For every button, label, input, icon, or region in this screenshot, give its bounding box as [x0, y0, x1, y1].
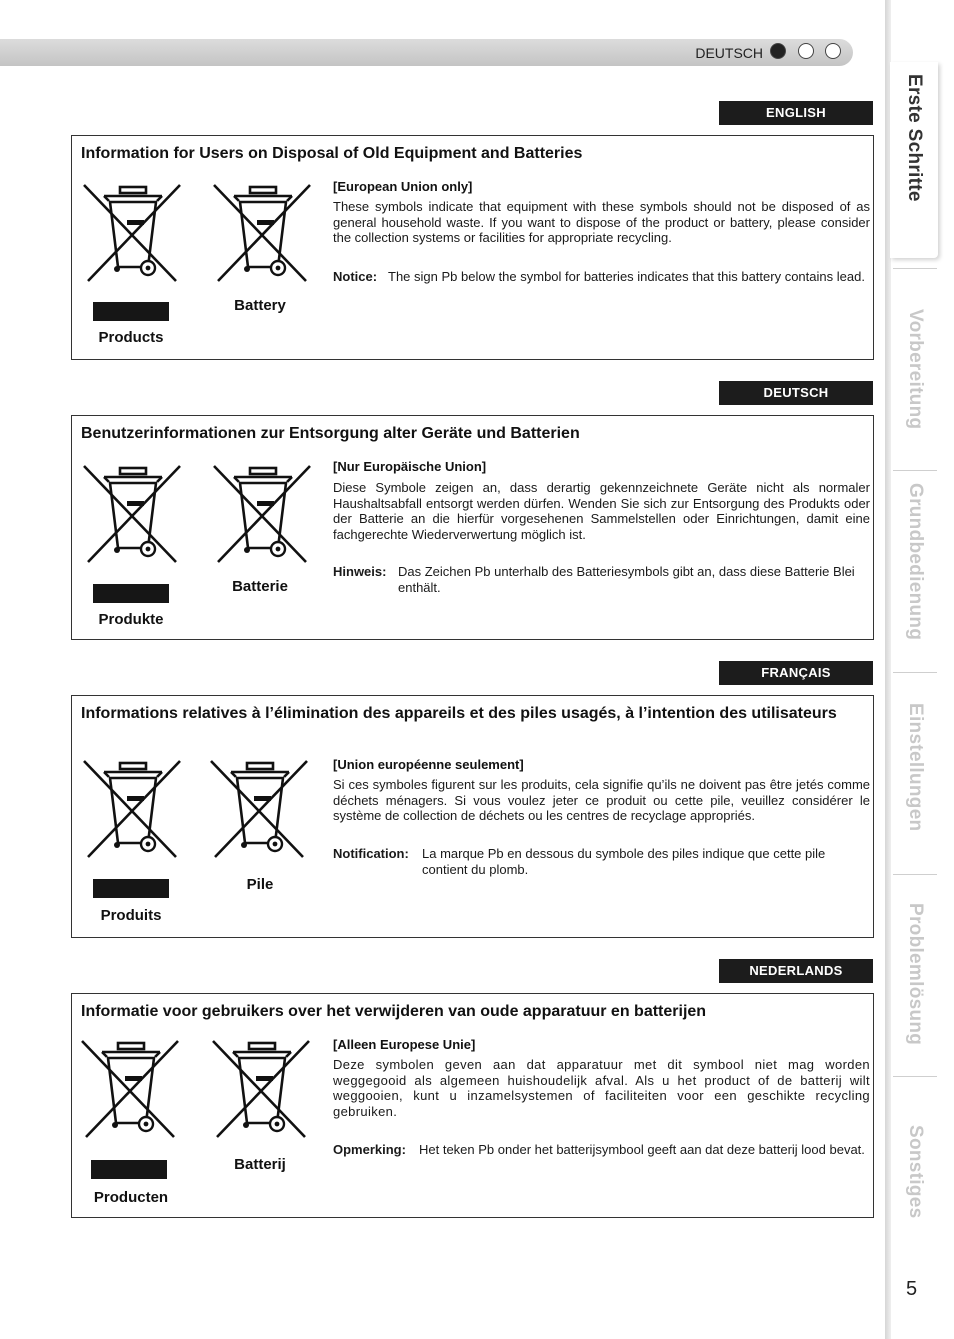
battery-label: Batterie [232, 578, 288, 595]
tab-erste-schritte[interactable] [890, 62, 938, 258]
crossed-bin-battery-icon [209, 757, 309, 861]
region-subheading: [Union européenne seulement] [333, 757, 524, 772]
crossed-bin-products-icon [82, 462, 182, 566]
tab-vorbereitung[interactable] [893, 268, 937, 464]
disposal-body-text: Diese Symbole zeigen an, dass derartig gekennzeichnete Geräte nicht als normaler Haushaltsabfall entsorgt werden dürfen. Wenden Sie sich zur Entsorgung des Produkts oder der Batterie an die hierfür vorgesehenen Sammelstellen oder Einrichtungen, damit eine fachgerechte Wiederverwertung möglich ist. [333, 480, 870, 542]
product-mark-bar [93, 302, 169, 321]
tab-einstellungen[interactable] [893, 672, 937, 868]
notice-row [333, 564, 870, 596]
tab-label: Vorbereitung [905, 309, 926, 430]
crossed-bin-battery-icon [211, 1037, 311, 1141]
disposal-info-box-nederlands [71, 993, 874, 1218]
tab-label: Sonstiges [905, 1125, 926, 1219]
notice-row [333, 846, 870, 878]
battery-label: Pile [246, 876, 274, 893]
battery-label: Battery [234, 297, 286, 314]
tab-sonstiges[interactable] [893, 1076, 937, 1272]
header-bar [0, 39, 853, 66]
notice-label: Hinweis: [333, 564, 387, 579]
disposal-info-box-english [71, 135, 874, 360]
crossed-bin-products-icon [82, 757, 182, 861]
tab-label: Grundbedienung [905, 483, 926, 641]
tab-problemloesung[interactable] [893, 874, 937, 1070]
disposal-body-text: Si ces symboles figurent sur les produits, cela signifie qu’ils ne doivent pas être jetés comme déchets ménagers. Si vous voulez jeter ce produit ou cette pile, veuillez considérer le système de collection de déchets ou les centres de recyclage appropriés. [333, 777, 870, 823]
product-mark-bar [93, 584, 169, 603]
notice-text: Das Zeichen Pb unterhalb des Batteriesymbols gibt an, dass diese Batterie Blei enthält. [398, 564, 855, 595]
chapter-sidebar [885, 0, 954, 1339]
products-label: Produits [100, 907, 162, 924]
crossed-bin-battery-icon [212, 462, 312, 566]
notice-text: Het teken Pb onder het batterijsymbool geeft aan dat deze batterij lood bevat. [419, 1142, 865, 1157]
notice-label: Notice: [333, 269, 378, 284]
indicator-dot-filled [770, 43, 786, 59]
product-mark-bar [91, 1160, 167, 1179]
products-label: Produkte [98, 611, 164, 628]
notice-label: Opmerking: [333, 1142, 406, 1157]
lang-label-deutsch: DEUTSCH [719, 381, 873, 405]
section-title: Benutzerinformationen zur Entsorgung alter Geräte und Batterien [81, 425, 580, 442]
section-title: Informations relatives à l’élimination des appareils et des piles usagés, à l’intention des utilisateurs [81, 705, 837, 722]
lang-label-francais: FRANÇAIS [719, 661, 873, 685]
lang-label-nederlands: NEDERLANDS [719, 959, 873, 983]
page-number: 5 [906, 1278, 918, 1300]
notice-text: La marque Pb en dessous du symbole des piles indique que cette pile contient du plomb. [422, 846, 826, 877]
crossed-bin-products-icon [82, 181, 182, 285]
region-subheading: [Alleen Europese Unie] [333, 1037, 476, 1052]
indicator-dot-empty [798, 43, 814, 59]
header-language: DEUTSCH [695, 45, 763, 61]
notice-label: Notification: [333, 846, 409, 861]
section-title: Informatie voor gebruikers over het verwijderen van oude apparatuur en batterijen [81, 1003, 707, 1020]
tab-label: Problemlösung [905, 903, 926, 1046]
lang-label-english: ENGLISH [719, 101, 873, 125]
section-title: Information for Users on Disposal of Old Equipment and Batteries [81, 145, 583, 162]
disposal-body-text: Deze symbolen geven aan dat apparatuur met dit symbool niet mag worden weggegooid als algemeen huishoudelijk afval. Als u het product of de batterij wilt weggooien, kunt u inzamelsystemen of faciliteiten voor een geschikte recycling gebruiken. [333, 1057, 870, 1119]
products-label: Products [98, 329, 164, 346]
tab-label: Einstellungen [905, 703, 926, 832]
disposal-info-box-deutsch [71, 415, 874, 640]
product-mark-bar [93, 879, 169, 898]
tab-label: Erste Schritte [904, 74, 925, 202]
disposal-body-text: These symbols indicate that equipment with these symbols should not be disposed of as general household waste. If you want to dispose of the product or battery, please consider the collection systems or facilities for appropriate recycling. [333, 199, 870, 245]
notice-text: The sign Pb below the symbol for batteries indicates that this battery contains lead. [388, 269, 865, 284]
region-subheading: [Nur Europäische Union] [333, 459, 487, 474]
notice-row [333, 1142, 870, 1174]
battery-label: Batterij [234, 1156, 286, 1173]
indicator-dot-empty [825, 43, 841, 59]
products-label: Producten [93, 1189, 169, 1206]
tab-grundbedienung[interactable] [893, 470, 937, 666]
region-subheading: [European Union only] [333, 179, 473, 194]
disposal-info-box-francais [71, 695, 874, 938]
crossed-bin-battery-icon [212, 181, 312, 285]
crossed-bin-products-icon [80, 1037, 180, 1141]
notice-row [333, 269, 870, 301]
